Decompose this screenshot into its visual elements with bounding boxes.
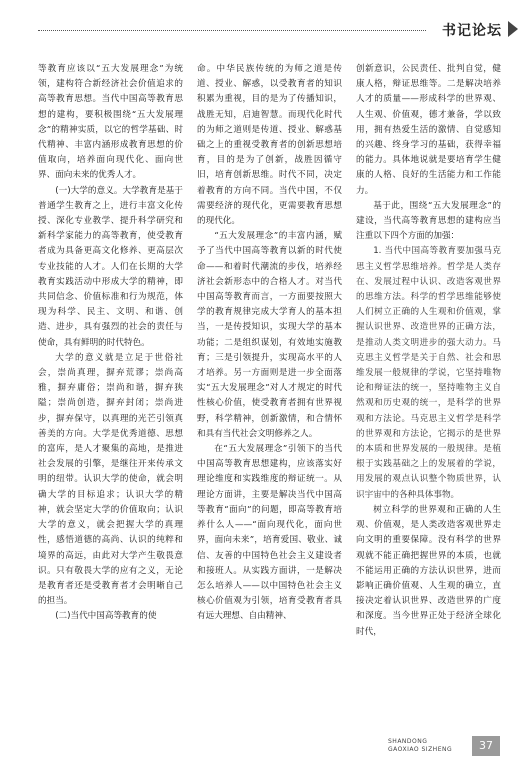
paragraph: 创新意识，公民责任、批判自觉，健康人格，辩证思维等。二是解决培养人才的质量——形成科学的世界观、人生观、价值观，德才兼备，学以致用，拥有热爱生活的激情、自觉感知的兴趣、终身学习的基础，获得幸福的能力。具体地说就是要培育学生健康的人格、良好的生活能力和工作能力。 [356,64,501,196]
page-header [38,18,518,44]
text-column-1 [38,62,183,736]
text-column-2 [197,62,342,736]
paragraph: (一)大学的意义。大学教育是基于普通学生教育之上，进行丰富文化传授、深化专业教学、提升科学研究和新科学家能力的高等教育，使受教育者成为具备更高文化修养、更高层次专业技能的人才。人们在长期的大学教育实践活动中形成大学的精神，即共同信念、价值标准和行为规范，体现为科学、民主、文明、和谐、创造、进步，具有强烈的社会的责任与使命，具有鲜明的时代特色。 [38,185,183,348]
paragraph: “五大发展理念”的丰富内涵，赋予了当代中国高等教育以新的时代使命——和着时代潮流的步伐，培养经济社会新形态中的合格人才。对当代中国高等教育而言，一方面要按照大学的教育规律完成大学育人的基本担当，一是传授知识，实现大学的基本功能；二是组织谋划，有效地实施教育；三是引领提升，实现高水平的人才培养。另一方面则是进一步全面落实“五大发展理念”对人才规定的时代性核心价值，使受教育者拥有世界视野，科学精神，创新激情，和合情怀和具有当代社会文明修养之人。 [197,231,342,439]
paragraph: 命。中华民族传统的为师之道是传道、授业、解惑，以受教育者的知识积累为重视，目的是为了传播知识，战胜无知，启迪智慧。而现代化时代的为师之道则是传道、授业、解惑基础之上的重视受教育者的创新思想培育，目的是为了创新，战胜因循守旧，培育创新思维。时代不同，决定着教育的方向不同。当代中国，不仅需要经济的现代化，更需要教育思想的现代化。 [197,64,342,227]
section-title: 书记论坛 [436,20,502,40]
paragraph: 树立科学的世界观和正确的人生观、价值观，是人类改造客观世界走向文明的重要保障。没有科学的世界观就不能正确把握世界的本质，也就不能运用正确的方法认识世界，进而影响正确价值观、人生观的确立，直接决定着认识世界、改造世界的广度和深度。当今世界正处于经济全球化时代， [356,504,501,637]
page-number: 37 [472,736,500,756]
paragraph: 基于此，围绕“五大发展理念”的建设，当代高等教育思想的建构应当注重以下四个方面的加强： [356,200,501,242]
journal-brand-line-2: GAOXIAO SIZHENG [388,746,453,753]
journal-brand-line-1: SHANDONG [388,738,428,745]
paragraph: 等教育应该以“五大发展理念”为统领，建构符合新经济社会价值追求的高等教育思想。当代中国高等教育思想的建构，要积极围绕“五大发展理念”的精神实质，以它的哲学基础、时代精神、丰富内涵形成教育思想的价值取向，培养面向现代化、面向世界、面向未来的优秀人才。 [38,64,183,181]
paragraph: (二)当代中国高等教育的使 [55,611,157,622]
page-footer [388,734,500,760]
arrow-right-icon [508,21,518,37]
paragraph: 1. 当代中国高等教育要加强马克思主义哲学思维培养。哲学是人类存在、发展过程中认识、改造客观世界的思维方法。科学的哲学思维能够使人们树立正确的人生观和价值观，掌握认识世界、改造世界的正确方法，是推动人类文明进步的强大动力。马克思主义哲学是关于自然、社会和思维发展一般规律的学说，它坚持唯物论和辩证法的统一，坚持唯物主义自然观和历史观的统一，是科学的世界观和方法论。马克思主义哲学是科学的世界观和方法论，它揭示的是世界的本质和世界发展的一般规律。是植根于实践基础之上的发展着的学说，用发展的观点认识整个物质世界，认识宇宙中的各种具体事物。 [356,246,501,500]
paragraph: 大学的意义就是立足于世俗社会，崇尚真理，摒弃荒谬；崇尚高雅，摒弃庸俗；崇尚和谐，摒弃狭隘；崇尚创造，摒弃封闭；崇尚进步，摒弃保守，以真理的光芒引领真善美的方向。大学是优秀道德、思想的富库，是人才聚集的高地，是推进社会发展的引擎，是继往开来传承文明的纽带。认识大学的使命，就会明确大学的目标追求；认识大学的精神，就会坚定大学的价值取向；认识大学的意义，就会把握大学的真理性，感悟道德的高尚、认识的纯粹和境界的高远，由此对大学产生敬畏意识。只有敬畏大学的应有之义，无论是教育者还是受教育者才会明晰自己的担当。 [38,352,183,607]
text-column-3 [356,62,501,736]
header-dotted-rule [38,30,426,31]
paragraph: 在“五大发展理念”引领下的当代中国高等教育思想建构，应该落实好理论维度和实践维度的辩证统一。从理论方面讲，主要是解决当代中国高等教育“面向”的问题，即高等教育培养什么人——“面向现代化，面向世界，面向未来”，培育爱国、敬业、诚信、友善的中国特色社会主义建设者和接班人。从实践方面讲，一是解决怎么培养人——以中国特色社会主义核心价值观为引领，培育受教育者具有远大理想、自由精神、 [197,444,342,622]
journal-brand [388,738,452,754]
article-body [38,62,502,736]
